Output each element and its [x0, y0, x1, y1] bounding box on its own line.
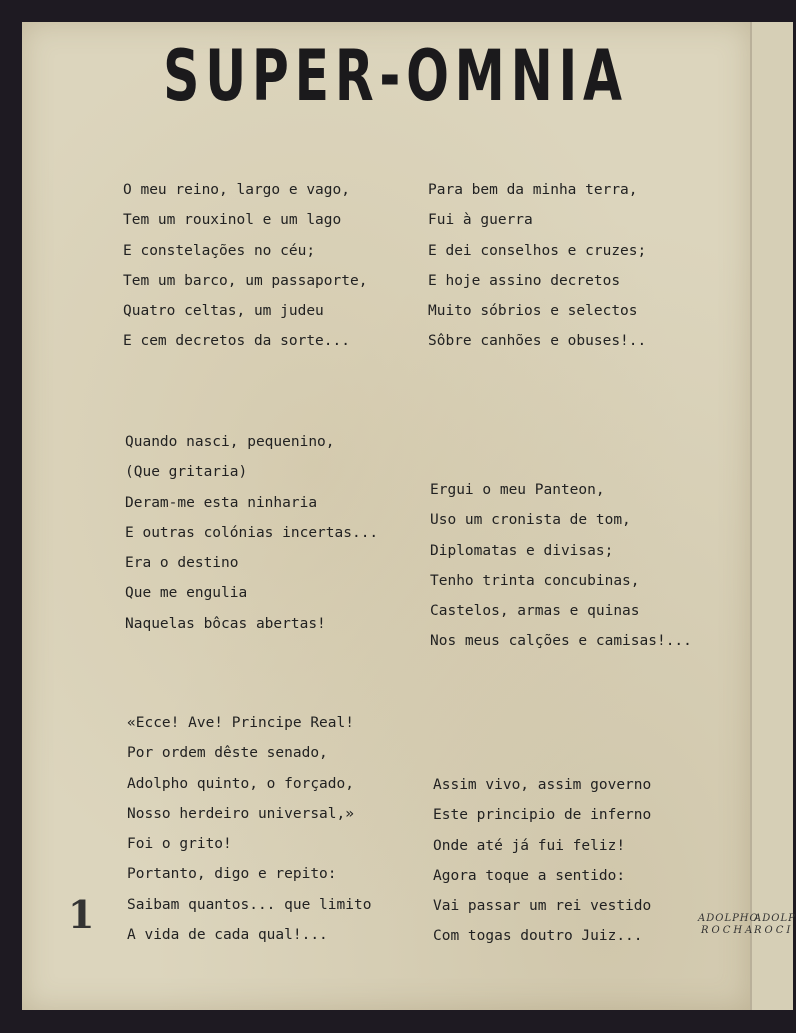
- page-number: 1: [68, 892, 95, 937]
- verse-line: Nos meus calções e camisas!...: [430, 633, 692, 650]
- poem-title: SUPER-OMNIA: [163, 35, 628, 117]
- verse-line: Portanto, digo e repito:: [127, 866, 337, 883]
- verse-line: A vida de cada qual!...: [127, 927, 328, 944]
- stanza-right-1: [428, 175, 646, 357]
- verse-line: Diplomatas e divisas;: [430, 542, 614, 559]
- author-name: ADOLPHO: [698, 913, 759, 924]
- verse-line: E hoje assino decretos: [428, 272, 621, 289]
- verse-line: Saibam quantos... que limito: [127, 896, 372, 913]
- verse-line: Que me engulia: [125, 585, 248, 602]
- verse-line: Sôbre canhões e obuses!..: [428, 333, 647, 350]
- verse-line: «Ecce! Ave! Principe Real!: [127, 715, 354, 731]
- verse-line: Ergui o meu Panteon,: [430, 482, 605, 498]
- verse-line: Castelos, armas e quinas: [430, 603, 640, 620]
- author-surname-next-page: ROCI: [754, 925, 794, 936]
- verse-line: Tenho trinta concubinas,: [430, 572, 640, 589]
- stanza-left-3: [127, 708, 371, 950]
- verse-line: E constelações no céu;: [123, 242, 316, 259]
- verse-line: Quatro celtas, um judeu: [123, 303, 324, 320]
- verse-line: Era o destino: [125, 555, 239, 572]
- verse-line: Naquelas bôcas abertas!: [125, 615, 326, 632]
- verse-line: Agora toque a sentido:: [433, 867, 626, 884]
- stanza-right-2: [430, 475, 692, 657]
- verse-line: Vai passar um rei vestido: [433, 898, 652, 915]
- stanza-left-1: [123, 175, 367, 357]
- author-name-next-page: ADOLP: [754, 913, 796, 924]
- verse-line: Com togas doutro Juiz...: [433, 928, 643, 945]
- verse-line: Este principio de inferno: [433, 807, 652, 824]
- verse-line: (Que gritaria): [125, 464, 248, 481]
- author-surname: ROCHA: [701, 925, 756, 936]
- verse-line: Para bem da minha terra,: [428, 182, 638, 198]
- verse-line: E dei conselhos e cruzes;: [428, 242, 647, 259]
- next-page-edge: [750, 22, 793, 1010]
- verse-line: Quando nasci, pequenino,: [125, 434, 335, 450]
- verse-line: Tem um rouxinol e um lago: [123, 212, 342, 229]
- verse-line: Assim vivo, assim governo: [433, 777, 652, 793]
- verse-line: Tem um barco, um passaporte,: [123, 272, 368, 289]
- stanza-right-3: [433, 770, 651, 952]
- verse-line: Deram-me esta ninharia: [125, 494, 318, 511]
- verse-line: Muito sóbrios e selectos: [428, 303, 638, 320]
- verse-line: Uso um cronista de tom,: [430, 512, 631, 529]
- verse-line: Foi o grito!: [127, 836, 232, 853]
- verse-line: O meu reino, largo e vago,: [123, 182, 350, 198]
- verse-line: Por ordem dêste senado,: [127, 745, 328, 762]
- verse-line: E outras colónias incertas...: [125, 524, 379, 541]
- verse-line: E cem decretos da sorte...: [123, 333, 350, 350]
- verse-line: Onde até já fui feliz!: [433, 837, 626, 854]
- verse-line: Adolpho quinto, o forçado,: [127, 775, 354, 792]
- stanza-left-2: [125, 427, 378, 639]
- verse-line: Fui à guerra: [428, 212, 533, 229]
- verse-line: Nosso herdeiro universal,»: [127, 805, 354, 822]
